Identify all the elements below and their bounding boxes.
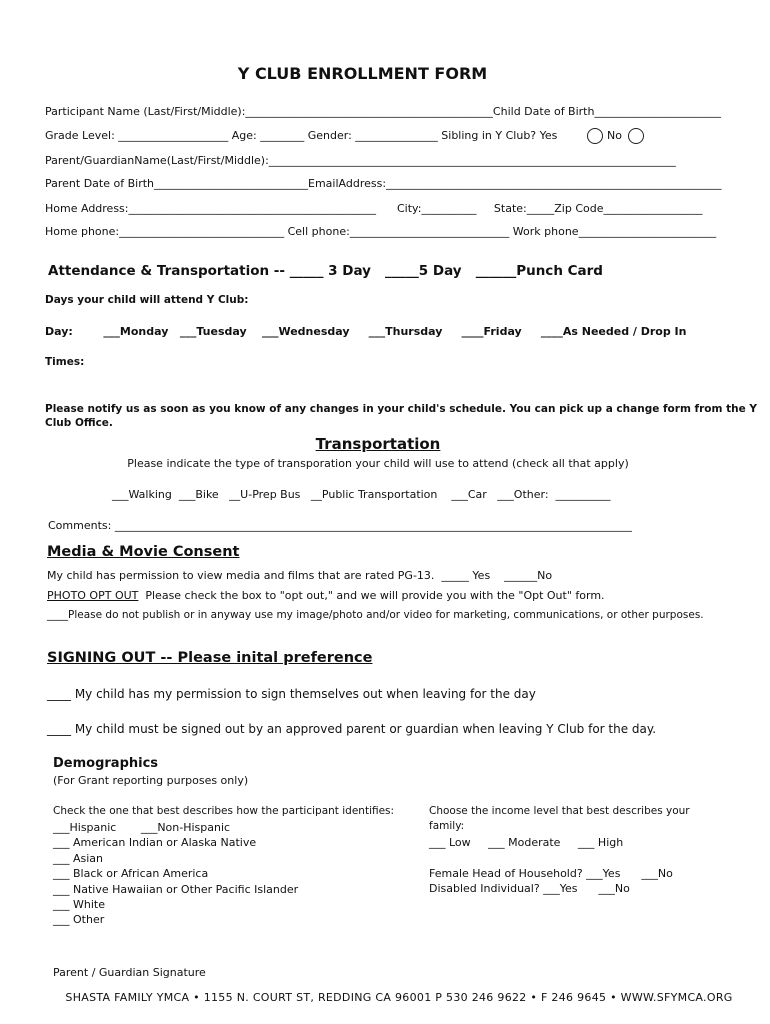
- times-label: Times:: [45, 356, 85, 368]
- schedule-notice-line2: Club Office.: [45, 417, 113, 429]
- days-prompt: Days your child will attend Y Club:: [45, 294, 249, 306]
- disabled-individual[interactable]: Disabled Individual? ___Yes ___No: [429, 882, 630, 895]
- days-row[interactable]: Day: ___Monday ___Tuesday ___Wednesday ___Thursday ____Friday ____As Needed / Drop In: [45, 325, 687, 338]
- identity-option[interactable]: ___ Asian: [53, 852, 104, 865]
- guardian-signature-label[interactable]: Parent / Guardian Signature: [53, 966, 206, 979]
- demographics-heading: Demographics: [53, 756, 159, 771]
- sibling-yes-radio[interactable]: [587, 128, 603, 144]
- identity-option[interactable]: ___ Black or African America: [53, 867, 209, 880]
- grade-age-gender-field[interactable]: Grade Level: ____________________ Age: ________ Gender: _______________ Sibling in Y Club? Yes: [45, 129, 558, 142]
- parent-name-field[interactable]: Parent/GuardianName(Last/First/Middle):__________________________________________________________________________: [45, 154, 676, 167]
- identity-option[interactable]: ___ Native Hawaiian or Other Pacific Islander: [53, 883, 299, 896]
- photo-opt-out-text: Please check the box to "opt out," and we will provide you with the "Opt Out" form.: [138, 589, 605, 602]
- identity-option[interactable]: ___ American Indian or Alaska Native: [53, 836, 257, 849]
- identity-prompt: Check the one that best describes how the participant identifies:: [53, 805, 395, 817]
- signing-out-heading: SIGNING OUT -- Please inital preference: [47, 650, 373, 666]
- sibling-no-radio[interactable]: [628, 128, 644, 144]
- pg13-permission[interactable]: My child has permission to view media and films that are rated PG-13. _____ Yes ______No: [47, 569, 553, 582]
- transportation-instruction: Please indicate the type of transporation your child will use to attend (check all that apply): [127, 457, 629, 470]
- demographics-note: (For Grant reporting purposes only): [53, 774, 249, 787]
- transportation-options[interactable]: ___Walking ___Bike __U-Prep Bus __Public Transportation ___Car ___Other: __________: [112, 488, 611, 501]
- identity-option[interactable]: ___Hispanic ___Non-Hispanic: [53, 821, 231, 834]
- footer-contact: SHASTA FAMILY YMCA • 1155 N. COURT ST, REDDING CA 96001 P 530 246 9622 • F 246 9645 • WWW.SFYMCA.ORG: [65, 991, 733, 1004]
- transportation-heading: Transportation: [315, 435, 441, 453]
- home-address-field[interactable]: Home Address:_____________________________________________ City:__________ State:_____Zip Code__________________: [45, 202, 703, 215]
- sibling-no-label: No: [607, 129, 622, 142]
- sign-out-self-option[interactable]: ____ My child has my permission to sign themselves out when leaving for the day: [47, 687, 536, 701]
- no-publish-option[interactable]: ____Please do not publish or in anyway use my image/photo and/or video for marketing, communications, or other purposes.: [47, 609, 704, 621]
- phones-field[interactable]: Home phone:______________________________ Cell phone:_____________________________ Work phone_________________________: [45, 225, 717, 238]
- attendance-heading: Attendance & Transportation -- _____ 3 Day _____5 Day ______Punch Card: [48, 263, 603, 279]
- female-head-household[interactable]: Female Head of Household? ___Yes ___No: [429, 867, 673, 880]
- participant-name-field[interactable]: Participant Name (Last/First/Middle):_____________________________________________Child Date of Birth_______________________: [45, 105, 721, 118]
- income-prompt-line1: Choose the income level that best describes your: [429, 805, 690, 817]
- income-options[interactable]: ___ Low ___ Moderate ___ High: [429, 836, 624, 849]
- comments-field[interactable]: Comments: ______________________________________________________________________________________________: [48, 519, 632, 532]
- schedule-notice-line1: Please notify us as soon as you know of any changes in your child's schedule. You can pick up a change form from the Y: [45, 403, 757, 415]
- identity-option[interactable]: ___ White: [53, 898, 105, 911]
- media-consent-heading: Media & Movie Consent: [47, 544, 240, 560]
- identity-option[interactable]: ___ Other: [53, 913, 105, 926]
- photo-opt-out-label: PHOTO OPT OUT: [47, 589, 139, 602]
- sign-out-parent-option[interactable]: ____ My child must be signed out by an approved parent or guardian when leaving Y Club for the day.: [47, 722, 657, 736]
- income-prompt-line2: family:: [429, 820, 465, 832]
- form-title: Y CLUB ENROLLMENT FORM: [237, 64, 488, 83]
- photo-opt-out-line[interactable]: [47, 590, 605, 601]
- parent-dob-email-field[interactable]: Parent Date of Birth____________________________EmailAddress:_____________________________________________________________: [45, 177, 722, 190]
